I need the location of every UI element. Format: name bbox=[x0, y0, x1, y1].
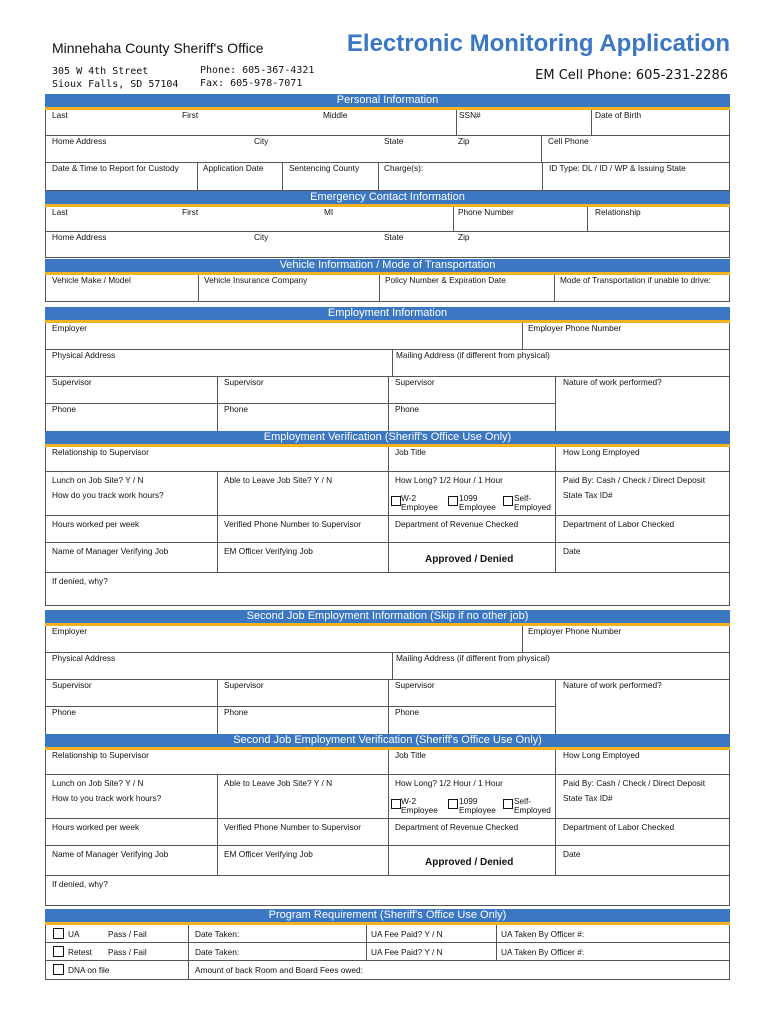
program-row-2 bbox=[45, 943, 730, 961]
second-phone-3-label: Phone bbox=[395, 707, 419, 717]
retest-label: Retest bbox=[68, 947, 92, 957]
second-leave-label: Able to Leave Job Site? Y / N bbox=[224, 778, 333, 788]
second-approval-date-field[interactable] bbox=[555, 846, 731, 875]
emergency-phone-field[interactable] bbox=[453, 207, 587, 231]
second-verification-row-4 bbox=[45, 846, 730, 876]
ua-officer-field[interactable] bbox=[496, 925, 731, 942]
second-physical-field[interactable] bbox=[46, 653, 392, 679]
verification-row-1 bbox=[45, 447, 730, 472]
section-personal-information: Personal Information bbox=[45, 94, 730, 110]
employer-phone-label: Employer Phone Number bbox=[528, 323, 622, 333]
ua-field[interactable] bbox=[46, 925, 188, 942]
dob-label: Date of Birth bbox=[595, 110, 642, 120]
org-name: Minnehaha County Sheriff's Office bbox=[52, 40, 264, 56]
second-verification-row-1 bbox=[45, 750, 730, 775]
second-employer-field[interactable] bbox=[46, 626, 522, 652]
address-line-2: Sioux Falls, SD 57104 bbox=[52, 79, 179, 90]
supervisor-1-field[interactable] bbox=[46, 377, 217, 431]
lunch-field[interactable] bbox=[46, 472, 217, 515]
lunch-length-field[interactable] bbox=[388, 472, 555, 515]
1099-sub-label: Employee bbox=[459, 502, 496, 512]
second-row-3 bbox=[45, 680, 730, 734]
personal-row-1 bbox=[45, 110, 730, 136]
self-employed-label: Self- bbox=[514, 493, 532, 503]
approval-date-label: Date bbox=[563, 546, 581, 556]
retest-pass-fail-label: Pass / Fail bbox=[108, 947, 147, 957]
policy-number-field[interactable] bbox=[379, 275, 554, 301]
verified-phone-field[interactable] bbox=[217, 516, 388, 542]
emergency-relationship-label: Relationship bbox=[595, 207, 641, 217]
retest-field[interactable] bbox=[46, 943, 188, 960]
second-how-long-field[interactable] bbox=[555, 750, 731, 774]
emergency-home-label: Home Address bbox=[52, 232, 107, 242]
second-manager-label: Name of Manager Verifying Job bbox=[52, 849, 169, 859]
phone-3-label: Phone bbox=[395, 404, 419, 414]
city-label: City bbox=[254, 136, 269, 146]
w2-sub-label: Employee bbox=[401, 502, 438, 512]
second-relationship-label: Relationship to Supervisor bbox=[52, 750, 149, 760]
physical-address-label: Physical Address bbox=[52, 350, 116, 360]
second-supervisor-2-field[interactable] bbox=[217, 680, 388, 734]
emergency-state-label: State bbox=[384, 232, 404, 242]
supervisor-2-label: Supervisor bbox=[224, 377, 264, 387]
second-w2-sub-label: Employee bbox=[401, 805, 438, 815]
second-mailing-label: Mailing Address (if different from physical) bbox=[396, 653, 550, 663]
second-w2-label: W-2 bbox=[401, 796, 417, 806]
nature-of-work-label: Nature of work performed? bbox=[563, 377, 662, 387]
hours-per-week-field[interactable] bbox=[46, 516, 217, 542]
labor-checked-label: Department of Labor Checked bbox=[563, 519, 675, 529]
second-track-label: How to you track work hours? bbox=[52, 793, 162, 803]
second-lunch-field[interactable] bbox=[46, 775, 217, 818]
supervisor-2-field[interactable] bbox=[217, 377, 388, 431]
how-long-employed-label: How Long Employed bbox=[563, 447, 640, 457]
org-phone: Phone: 605-367-4321 bbox=[200, 65, 315, 76]
state-tax-label: State Tax ID# bbox=[563, 490, 613, 500]
state-label: State bbox=[384, 136, 404, 146]
supervisor-3-label: Supervisor bbox=[395, 377, 435, 387]
paid-by-label: Paid By: Cash / Check / Direct Deposit bbox=[563, 475, 706, 485]
second-w2-checkbox[interactable] bbox=[391, 799, 401, 809]
paid-by-field[interactable] bbox=[555, 472, 731, 515]
track-hours-label: How do you track work hours? bbox=[52, 490, 164, 500]
second-row-1 bbox=[45, 626, 730, 653]
verification-row-4 bbox=[45, 543, 730, 573]
vehicle-make-field[interactable] bbox=[46, 275, 198, 301]
second-paid-by-label: Paid By: Cash / Check / Direct Deposit bbox=[563, 778, 706, 788]
emergency-phone-label: Phone Number bbox=[458, 207, 514, 217]
1099-checkbox[interactable] bbox=[448, 496, 458, 506]
phone-1-label: Phone bbox=[52, 404, 76, 414]
second-how-long-label: How Long Employed bbox=[563, 750, 640, 760]
program-row-1 bbox=[45, 925, 730, 943]
how-long-employed-field[interactable] bbox=[555, 447, 731, 471]
policy-number-label: Policy Number & Expiration Date bbox=[385, 275, 506, 285]
second-phone-1-label: Phone bbox=[52, 707, 76, 717]
employer-field[interactable] bbox=[46, 323, 522, 349]
personal-row-3 bbox=[45, 163, 730, 191]
second-self-label: Self- bbox=[514, 796, 532, 806]
second-state-tax-label: State Tax ID# bbox=[563, 793, 613, 803]
second-revenue-label: Department of Revenue Checked bbox=[395, 822, 519, 832]
second-revenue-field[interactable] bbox=[388, 819, 555, 845]
section-second-job: Second Job Employment Information (Skip if no other job) bbox=[45, 610, 730, 626]
second-supervisor-2-label: Supervisor bbox=[224, 680, 264, 690]
verification-row-3 bbox=[45, 516, 730, 543]
address-line-1: 305 W 4th Street bbox=[52, 66, 149, 77]
application-date-label: Application Date bbox=[203, 163, 264, 173]
second-supervisor-1-field[interactable] bbox=[46, 680, 217, 734]
custody-label: Date & Time to Report for Custody bbox=[52, 163, 179, 173]
emergency-row-2 bbox=[45, 232, 730, 258]
revenue-checked-field[interactable] bbox=[388, 516, 555, 542]
leave-site-field[interactable] bbox=[217, 472, 388, 515]
supervisor-3-field[interactable] bbox=[388, 377, 555, 431]
section-program-requirement: Program Requirement (Sheriff's Office Use Only) bbox=[45, 909, 730, 925]
retest-fee-field[interactable] bbox=[366, 943, 496, 960]
manager-field[interactable] bbox=[46, 543, 217, 572]
emergency-relationship-field[interactable] bbox=[587, 207, 731, 231]
ssn-label: SSN# bbox=[459, 110, 481, 120]
vehicle-make-label: Vehicle Make / Model bbox=[52, 275, 131, 285]
second-1099-label: 1099 bbox=[459, 796, 478, 806]
employer-label: Employer bbox=[52, 323, 88, 333]
nature-of-work-field[interactable] bbox=[555, 377, 731, 431]
supervisor-1-label: Supervisor bbox=[52, 377, 92, 387]
header-contacts bbox=[200, 64, 314, 90]
transport-mode-field[interactable] bbox=[554, 275, 731, 301]
home-address-label: Home Address bbox=[52, 136, 107, 146]
transport-mode-label: Mode of Transportation if unable to drive: bbox=[560, 275, 711, 285]
self-employed-checkbox[interactable] bbox=[503, 496, 513, 506]
ua-fee-field[interactable] bbox=[366, 925, 496, 942]
dna-checkbox[interactable] bbox=[53, 964, 64, 975]
second-physical-label: Physical Address bbox=[52, 653, 116, 663]
last-name-label: Last bbox=[52, 110, 68, 120]
denied-reason-label: If denied, why? bbox=[52, 576, 108, 586]
employment-row-2 bbox=[45, 350, 730, 377]
vehicle-row bbox=[45, 275, 730, 302]
second-verification-row-5 bbox=[45, 876, 730, 906]
section-second-verification: Second Job Employment Verification (Sheriff's Office Use Only) bbox=[45, 734, 730, 750]
approved-denied-label: Approved / Denied bbox=[425, 554, 514, 565]
ssn-field[interactable] bbox=[456, 110, 591, 135]
fees-owed-field[interactable] bbox=[188, 961, 731, 979]
ua-date-field[interactable] bbox=[188, 925, 366, 942]
emergency-first-label: First bbox=[182, 207, 199, 217]
manager-label: Name of Manager Verifying Job bbox=[52, 546, 169, 556]
second-denied-reason-label: If denied, why? bbox=[52, 879, 108, 889]
em-officer-label: EM Officer Verifying Job bbox=[224, 546, 313, 556]
ua-officer-label: UA Taken By Officer #: bbox=[501, 929, 585, 939]
lunch-label: Lunch on Job Site? Y / N bbox=[52, 475, 144, 485]
verification-row-5 bbox=[45, 573, 730, 606]
em-cell-phone: EM Cell Phone: 605-231-2286 bbox=[535, 68, 728, 83]
retest-fee-label: UA Fee Paid? Y / N bbox=[371, 947, 443, 957]
second-row-2 bbox=[45, 653, 730, 680]
labor-checked-field[interactable] bbox=[555, 516, 731, 542]
second-verification-row-3 bbox=[45, 819, 730, 846]
second-denied-reason-field[interactable] bbox=[46, 876, 731, 905]
second-lunch-label: Lunch on Job Site? Y / N bbox=[52, 778, 144, 788]
second-officer-field[interactable] bbox=[217, 846, 388, 875]
section-vehicle: Vehicle Information / Mode of Transportation bbox=[45, 259, 730, 275]
second-approval-date-label: Date bbox=[563, 849, 581, 859]
mailing-address-field[interactable] bbox=[392, 350, 731, 376]
second-hours-week-label: Hours worked per week bbox=[52, 822, 140, 832]
charges-label: Charge(s): bbox=[384, 163, 424, 173]
retest-officer-label: UA Taken By Officer #: bbox=[501, 947, 585, 957]
second-self-sub-label: Employed bbox=[514, 805, 551, 815]
emergency-city-label: City bbox=[254, 232, 269, 242]
sentencing-county-label: Sentencing County bbox=[289, 163, 360, 173]
retest-date-label: Date Taken: bbox=[195, 947, 240, 957]
dob-field[interactable] bbox=[591, 110, 731, 135]
second-lunch-length-label: How Long? 1/2 Hour / 1 Hour bbox=[395, 778, 503, 788]
retest-date-field[interactable] bbox=[188, 943, 366, 960]
cell-phone-field[interactable] bbox=[541, 136, 731, 162]
self-employed-sub-label: Employed bbox=[514, 502, 551, 512]
job-title-label: Job Title bbox=[395, 447, 426, 457]
second-manager-field[interactable] bbox=[46, 846, 217, 875]
second-approval-field[interactable] bbox=[388, 846, 555, 875]
employment-row-1 bbox=[45, 323, 730, 350]
id-type-label: ID Type: DL / ID / WP & Issuing State bbox=[549, 163, 686, 173]
fees-owed-label: Amount of back Room and Board Fees owed: bbox=[195, 965, 363, 975]
second-1099-sub-label: Employee bbox=[459, 805, 496, 815]
emergency-zip-label: Zip bbox=[458, 232, 470, 242]
ua-label: UA bbox=[68, 929, 80, 939]
second-job-title-label: Job Title bbox=[395, 750, 426, 760]
program-row-3 bbox=[45, 961, 730, 980]
verified-phone-label: Verified Phone Number to Supervisor bbox=[224, 519, 361, 529]
second-hours-week-field[interactable] bbox=[46, 819, 217, 845]
second-labor-label: Department of Labor Checked bbox=[563, 822, 675, 832]
emergency-address-field[interactable] bbox=[46, 232, 731, 257]
emergency-last-label: Last bbox=[52, 207, 68, 217]
second-nature-field[interactable] bbox=[555, 680, 731, 734]
leave-site-label: Able to Leave Job Site? Y / N bbox=[224, 475, 333, 485]
physical-address-field[interactable] bbox=[46, 350, 392, 376]
lunch-length-label: How Long? 1/2 Hour / 1 Hour bbox=[395, 475, 503, 485]
second-paid-by-field[interactable] bbox=[555, 775, 731, 818]
first-name-label: First bbox=[182, 110, 199, 120]
zip-label: Zip bbox=[458, 136, 470, 146]
second-supervisor-3-field[interactable] bbox=[388, 680, 555, 734]
approval-date-field[interactable] bbox=[555, 543, 731, 572]
second-verified-phone-label: Verified Phone Number to Supervisor bbox=[224, 822, 361, 832]
second-relationship-field[interactable] bbox=[46, 750, 388, 774]
w2-checkbox[interactable] bbox=[391, 496, 401, 506]
job-title-field[interactable] bbox=[388, 447, 555, 471]
emergency-name-field[interactable] bbox=[46, 207, 453, 231]
second-employer-phone-label: Employer Phone Number bbox=[528, 626, 622, 636]
denied-reason-field[interactable] bbox=[46, 573, 731, 605]
second-leave-field[interactable] bbox=[217, 775, 388, 818]
ua-fee-label: UA Fee Paid? Y / N bbox=[371, 929, 443, 939]
section-employment-verification: Employment Verification (Sheriff's Office Use Only) bbox=[45, 431, 730, 447]
w2-label: W-2 bbox=[401, 493, 417, 503]
employment-row-3 bbox=[45, 377, 730, 431]
1099-label: 1099 bbox=[459, 493, 478, 503]
home-address-field[interactable] bbox=[46, 136, 541, 162]
ua-checkbox[interactable] bbox=[53, 928, 64, 939]
em-officer-field[interactable] bbox=[217, 543, 388, 572]
second-self-employed-checkbox[interactable] bbox=[503, 799, 513, 809]
vehicle-insurance-field[interactable] bbox=[198, 275, 379, 301]
name-field[interactable] bbox=[46, 110, 456, 135]
second-employer-label: Employer bbox=[52, 626, 88, 636]
second-supervisor-1-label: Supervisor bbox=[52, 680, 92, 690]
revenue-checked-label: Department of Revenue Checked bbox=[395, 519, 519, 529]
emergency-row-1 bbox=[45, 207, 730, 232]
second-lunch-length-field[interactable] bbox=[388, 775, 555, 818]
vehicle-insurance-label: Vehicle Insurance Company bbox=[204, 275, 308, 285]
cell-phone-label: Cell Phone bbox=[548, 136, 589, 146]
ua-date-label: Date Taken: bbox=[195, 929, 240, 939]
custody-field[interactable] bbox=[46, 163, 197, 190]
document-title: Electronic Monitoring Application bbox=[346, 30, 730, 57]
middle-name-label: Middle bbox=[323, 110, 348, 120]
second-nature-label: Nature of work performed? bbox=[563, 680, 662, 690]
dna-label: DNA on file bbox=[68, 965, 110, 975]
second-job-title-field[interactable] bbox=[388, 750, 555, 774]
retest-officer-field[interactable] bbox=[496, 943, 731, 960]
second-1099-checkbox[interactable] bbox=[448, 799, 458, 809]
verification-row-2 bbox=[45, 472, 730, 516]
relationship-label: Relationship to Supervisor bbox=[52, 447, 149, 457]
id-type-field[interactable] bbox=[542, 163, 731, 190]
second-verified-phone-field[interactable] bbox=[217, 819, 388, 845]
second-mailing-field[interactable] bbox=[392, 653, 731, 679]
second-phone-2-label: Phone bbox=[224, 707, 248, 717]
section-employment: Employment Information bbox=[45, 307, 730, 323]
charges-field[interactable] bbox=[378, 163, 542, 190]
mailing-address-label: Mailing Address (if different from physical) bbox=[396, 350, 550, 360]
dna-field[interactable] bbox=[46, 961, 188, 979]
second-supervisor-3-label: Supervisor bbox=[395, 680, 435, 690]
employer-phone-field[interactable] bbox=[522, 323, 731, 349]
emergency-mi-label: MI bbox=[324, 207, 334, 217]
second-verification-row-2 bbox=[45, 775, 730, 819]
relationship-field[interactable] bbox=[46, 447, 388, 471]
org-fax: Fax: 605-978-7071 bbox=[200, 78, 303, 89]
section-emergency-contact: Emergency Contact Information bbox=[45, 191, 730, 207]
second-employer-phone-field[interactable] bbox=[522, 626, 731, 652]
personal-row-2 bbox=[45, 136, 730, 163]
sentencing-county-field[interactable] bbox=[282, 163, 378, 190]
phone-2-label: Phone bbox=[224, 404, 248, 414]
application-date-field[interactable] bbox=[197, 163, 282, 190]
ua-pass-fail-label: Pass / Fail bbox=[108, 929, 147, 939]
retest-checkbox[interactable] bbox=[53, 946, 64, 957]
second-approved-denied-label: Approved / Denied bbox=[425, 857, 514, 868]
hours-per-week-label: Hours worked per week bbox=[52, 519, 140, 529]
approval-field[interactable] bbox=[388, 543, 555, 572]
second-labor-field[interactable] bbox=[555, 819, 731, 845]
second-officer-label: EM Officer Verifying Job bbox=[224, 849, 313, 859]
